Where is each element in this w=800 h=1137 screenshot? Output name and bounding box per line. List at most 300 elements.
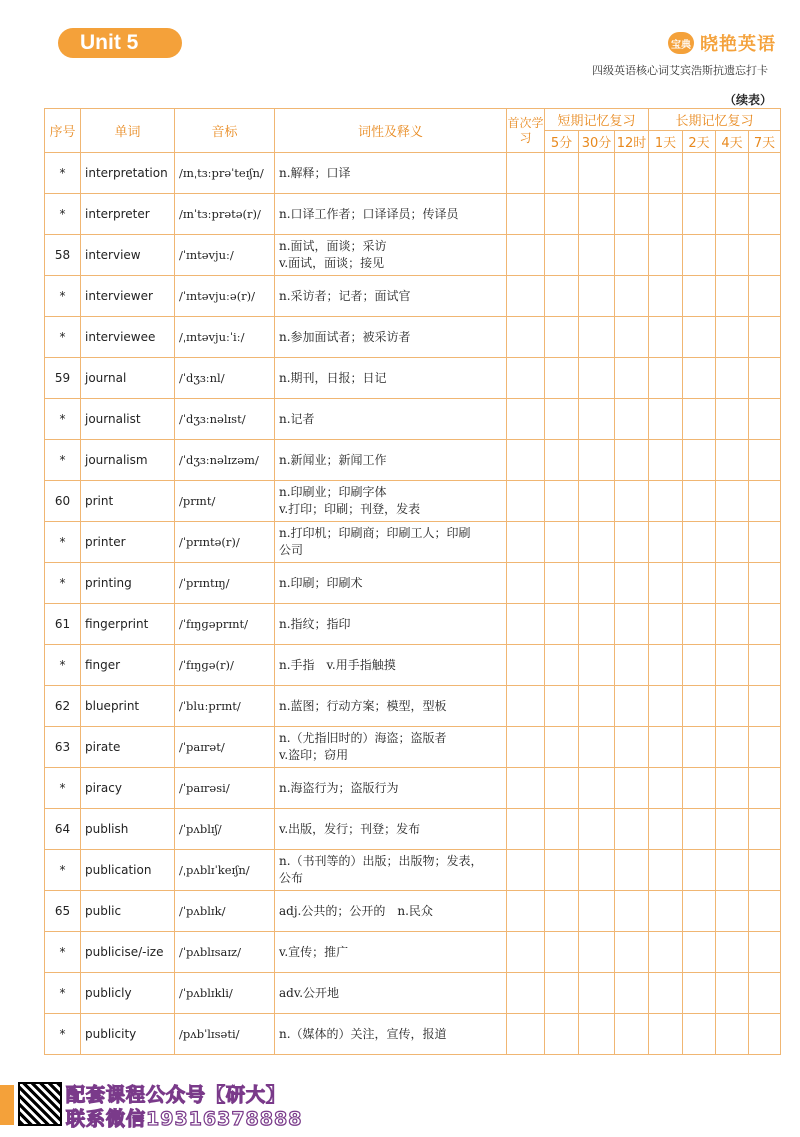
definition-line: n.期刊，日报；日记: [279, 370, 387, 385]
row-word: finger: [81, 645, 175, 686]
row-word: interpretation: [81, 153, 175, 194]
row-phonetic: /ˈfɪŋɡəprɪnt/: [175, 604, 275, 645]
review-checkbox: [683, 1014, 716, 1055]
definition-line: v.宣传；推广: [279, 944, 349, 959]
row-number: 58: [45, 235, 81, 276]
first-study-checkbox: [507, 440, 545, 481]
header-phonetic: 音标: [175, 109, 275, 153]
review-checkbox: [683, 645, 716, 686]
first-study-checkbox: [507, 399, 545, 440]
review-checkbox: [615, 317, 649, 358]
first-study-checkbox: [507, 276, 545, 317]
row-phonetic: /ˈdʒɜːnəlɪst/: [175, 399, 275, 440]
review-checkbox: [579, 645, 615, 686]
definition-line: n.参加面试者；被采访者: [279, 329, 411, 344]
row-definition: [275, 522, 507, 563]
row-number: *: [45, 153, 81, 194]
row-definition: [275, 727, 507, 768]
header-long-col: 2天: [683, 131, 716, 153]
review-checkbox: [683, 891, 716, 932]
table-row: [45, 153, 781, 194]
review-checkbox: [615, 891, 649, 932]
review-checkbox: [545, 727, 579, 768]
review-checkbox: [683, 440, 716, 481]
first-study-checkbox: [507, 850, 545, 891]
first-study-checkbox: [507, 727, 545, 768]
review-checkbox: [716, 1014, 749, 1055]
table-row: [45, 686, 781, 727]
row-definition: [275, 891, 507, 932]
review-checkbox: [749, 768, 781, 809]
review-checkbox: [749, 973, 781, 1014]
review-checkbox: [545, 891, 579, 932]
review-checkbox: [649, 440, 683, 481]
table-row: [45, 850, 781, 891]
header-short-col: 30分: [579, 131, 615, 153]
definition-line: v.盗印；窃用: [279, 748, 349, 762]
review-checkbox: [683, 604, 716, 645]
review-checkbox: [716, 563, 749, 604]
review-checkbox: [615, 604, 649, 645]
table-row: [45, 973, 781, 1014]
review-checkbox: [615, 686, 649, 727]
review-checkbox: [649, 891, 683, 932]
review-checkbox: [545, 686, 579, 727]
review-checkbox: [649, 276, 683, 317]
table-row: [45, 932, 781, 973]
review-checkbox: [649, 850, 683, 891]
review-checkbox: [716, 973, 749, 1014]
review-checkbox: [545, 973, 579, 1014]
row-phonetic: /ˈfɪŋɡə(r)/: [175, 645, 275, 686]
row-word: printing: [81, 563, 175, 604]
row-number: *: [45, 645, 81, 686]
row-phonetic: /ɪnˌtɜːprəˈteɪʃn/: [175, 153, 275, 194]
table-row: [45, 891, 781, 932]
row-definition: [275, 399, 507, 440]
review-checkbox: [749, 194, 781, 235]
definition-line: 公布: [279, 871, 304, 885]
header-definition: 词性及释义: [275, 109, 507, 153]
row-phonetic: /ˈprɪntɪŋ/: [175, 563, 275, 604]
first-study-checkbox: [507, 194, 545, 235]
row-phonetic: /ˈpʌblɪsaɪz/: [175, 932, 275, 973]
review-checkbox: [545, 317, 579, 358]
row-phonetic: /ˈprɪntə(r)/: [175, 522, 275, 563]
review-checkbox: [649, 645, 683, 686]
promo-line-1: 配套课程公众号【研大】: [66, 1084, 287, 1106]
row-number: 59: [45, 358, 81, 399]
review-checkbox: [545, 809, 579, 850]
row-phonetic: /ˈbluːprɪnt/: [175, 686, 275, 727]
review-checkbox: [615, 645, 649, 686]
definition-line: n.打印机；印刷商；印刷工人；印刷: [279, 526, 471, 540]
review-checkbox: [716, 768, 749, 809]
definition-line: v.面试，面谈；接见: [279, 256, 385, 270]
review-checkbox: [749, 317, 781, 358]
review-checkbox: [579, 194, 615, 235]
row-number: *: [45, 973, 81, 1014]
row-word: journal: [81, 358, 175, 399]
review-checkbox: [579, 686, 615, 727]
review-checkbox: [749, 604, 781, 645]
row-phonetic: /prɪnt/: [175, 481, 275, 522]
logo-text: 晓艳英语: [700, 34, 776, 55]
review-checkbox: [649, 153, 683, 194]
row-definition: [275, 440, 507, 481]
first-study-checkbox: [507, 809, 545, 850]
first-study-checkbox: [507, 768, 545, 809]
header-long-col: 1天: [649, 131, 683, 153]
review-checkbox: [716, 809, 749, 850]
definition-line: adv.公开地: [279, 985, 340, 1000]
row-number: 63: [45, 727, 81, 768]
row-definition: [275, 973, 507, 1014]
row-definition: [275, 481, 507, 522]
table-row: [45, 235, 781, 276]
review-checkbox: [683, 727, 716, 768]
review-checkbox: [749, 850, 781, 891]
review-checkbox: [545, 850, 579, 891]
review-checkbox: [579, 1014, 615, 1055]
review-checkbox: [649, 1014, 683, 1055]
review-checkbox: [579, 276, 615, 317]
row-definition: [275, 768, 507, 809]
definition-line: n.海盗行为；盗版行为: [279, 780, 399, 795]
row-definition: [275, 645, 507, 686]
header-first-study: 首次学习: [507, 109, 545, 153]
review-checkbox: [683, 481, 716, 522]
row-word: printer: [81, 522, 175, 563]
review-checkbox: [683, 399, 716, 440]
row-phonetic: /ˈpaɪrət/: [175, 727, 275, 768]
review-checkbox: [545, 276, 579, 317]
review-checkbox: [545, 522, 579, 563]
definition-line: n.蓝图；行动方案；模型，型板: [279, 698, 447, 713]
row-phonetic: /pʌbˈlɪsəti/: [175, 1014, 275, 1055]
logo-mark-icon: 宝典: [668, 32, 694, 54]
review-checkbox: [716, 235, 749, 276]
review-checkbox: [579, 973, 615, 1014]
row-definition: [275, 235, 507, 276]
header-short-col: 5分: [545, 131, 579, 153]
row-definition: [275, 850, 507, 891]
review-checkbox: [579, 153, 615, 194]
review-checkbox: [683, 973, 716, 1014]
row-definition: [275, 194, 507, 235]
review-checkbox: [749, 891, 781, 932]
definition-line: n.面试，面谈；采访: [279, 239, 387, 253]
table-row: [45, 358, 781, 399]
table-row: [45, 809, 781, 850]
header-long-col: 7天: [749, 131, 781, 153]
review-checkbox: [615, 973, 649, 1014]
review-checkbox: [716, 645, 749, 686]
row-definition: [275, 604, 507, 645]
review-checkbox: [545, 1014, 579, 1055]
definition-line: n.手指 v.用手指触摸: [279, 657, 396, 672]
first-study-checkbox: [507, 358, 545, 399]
header-long-col: 4天: [716, 131, 749, 153]
first-study-checkbox: [507, 932, 545, 973]
review-checkbox: [615, 440, 649, 481]
review-checkbox: [649, 399, 683, 440]
table-row: [45, 645, 781, 686]
table-row: [45, 399, 781, 440]
review-checkbox: [545, 932, 579, 973]
review-checkbox: [579, 850, 615, 891]
row-number: *: [45, 317, 81, 358]
row-word: pirate: [81, 727, 175, 768]
definition-line: n.指纹；指印: [279, 616, 351, 631]
first-study-checkbox: [507, 973, 545, 1014]
review-checkbox: [615, 481, 649, 522]
review-checkbox: [579, 399, 615, 440]
review-checkbox: [716, 317, 749, 358]
review-checkbox: [615, 153, 649, 194]
review-checkbox: [649, 563, 683, 604]
row-phonetic: /ˈpʌblɪʃ/: [175, 809, 275, 850]
definition-line: 公司: [279, 543, 304, 557]
review-checkbox: [749, 358, 781, 399]
row-word: public: [81, 891, 175, 932]
table-row: [45, 563, 781, 604]
review-checkbox: [649, 973, 683, 1014]
promo-line-2: 联系微信19316378888: [66, 1108, 303, 1130]
review-checkbox: [716, 481, 749, 522]
definition-line: n.新闻业；新闻工作: [279, 452, 387, 467]
row-number: 65: [45, 891, 81, 932]
footer-stripe: [0, 1085, 14, 1125]
review-checkbox: [579, 604, 615, 645]
review-checkbox: [579, 727, 615, 768]
definition-line: v.出版，发行；刊登；发布: [279, 821, 421, 836]
row-phonetic: /ˈdʒɜːnəlɪzəm/: [175, 440, 275, 481]
row-word: publish: [81, 809, 175, 850]
row-word: publicly: [81, 973, 175, 1014]
definition-line: n.（书刊等的）出版；出版物；发表，: [279, 854, 483, 868]
first-study-checkbox: [507, 317, 545, 358]
review-checkbox: [649, 809, 683, 850]
row-number: *: [45, 563, 81, 604]
row-number: *: [45, 440, 81, 481]
row-phonetic: /ˈɪntəvjuː/: [175, 235, 275, 276]
review-checkbox: [683, 850, 716, 891]
review-checkbox: [716, 932, 749, 973]
definition-line: v.打印；印刷；刊登，发表: [279, 502, 421, 516]
review-checkbox: [545, 358, 579, 399]
row-number: 64: [45, 809, 81, 850]
review-checkbox: [749, 440, 781, 481]
review-checkbox: [545, 440, 579, 481]
review-checkbox: [649, 768, 683, 809]
row-word: fingerprint: [81, 604, 175, 645]
review-checkbox: [545, 481, 579, 522]
review-checkbox: [716, 358, 749, 399]
review-checkbox: [749, 522, 781, 563]
review-checkbox: [749, 645, 781, 686]
review-checkbox: [615, 358, 649, 399]
definition-line: n.解释；口译: [279, 165, 351, 180]
header-short-col: 12时: [615, 131, 649, 153]
review-checkbox: [716, 194, 749, 235]
first-study-checkbox: [507, 645, 545, 686]
row-phonetic: /ˈpʌblɪkli/: [175, 973, 275, 1014]
review-checkbox: [579, 358, 615, 399]
row-word: publicise/-ize: [81, 932, 175, 973]
table-row: [45, 481, 781, 522]
row-word: journalist: [81, 399, 175, 440]
review-checkbox: [649, 522, 683, 563]
first-study-checkbox: [507, 522, 545, 563]
row-word: interviewer: [81, 276, 175, 317]
first-study-checkbox: [507, 891, 545, 932]
review-checkbox: [615, 1014, 649, 1055]
review-checkbox: [716, 153, 749, 194]
row-number: *: [45, 768, 81, 809]
header-short-review: 短期记忆复习: [545, 109, 649, 131]
review-checkbox: [716, 891, 749, 932]
first-study-checkbox: [507, 686, 545, 727]
review-checkbox: [615, 522, 649, 563]
first-study-checkbox: [507, 235, 545, 276]
table-row: [45, 768, 781, 809]
definition-line: n.口译工作者；口译译员；传译员: [279, 206, 459, 221]
review-checkbox: [545, 194, 579, 235]
row-number: *: [45, 399, 81, 440]
vocabulary-table: [44, 108, 781, 1055]
review-checkbox: [683, 768, 716, 809]
review-checkbox: [683, 809, 716, 850]
review-checkbox: [615, 850, 649, 891]
review-checkbox: [579, 317, 615, 358]
review-checkbox: [749, 1014, 781, 1055]
row-definition: [275, 358, 507, 399]
review-checkbox: [579, 235, 615, 276]
first-study-checkbox: [507, 1014, 545, 1055]
unit-badge: Unit 5: [58, 28, 182, 58]
review-checkbox: [615, 194, 649, 235]
table-row: [45, 317, 781, 358]
continued-note: （续表）: [723, 93, 772, 107]
review-checkbox: [749, 153, 781, 194]
review-checkbox: [749, 276, 781, 317]
review-checkbox: [579, 563, 615, 604]
review-checkbox: [649, 317, 683, 358]
row-word: publication: [81, 850, 175, 891]
row-phonetic: /ˌpʌblɪˈkeɪʃn/: [175, 850, 275, 891]
table-row: [45, 1014, 781, 1055]
review-checkbox: [579, 891, 615, 932]
row-definition: [275, 153, 507, 194]
review-checkbox: [579, 932, 615, 973]
row-word: piracy: [81, 768, 175, 809]
row-definition: [275, 563, 507, 604]
row-number: *: [45, 194, 81, 235]
review-checkbox: [649, 481, 683, 522]
row-number: 61: [45, 604, 81, 645]
review-checkbox: [683, 358, 716, 399]
review-checkbox: [683, 235, 716, 276]
row-phonetic: /ˈdʒɜːnl/: [175, 358, 275, 399]
first-study-checkbox: [507, 563, 545, 604]
row-word: publicity: [81, 1014, 175, 1055]
review-checkbox: [716, 440, 749, 481]
review-checkbox: [545, 645, 579, 686]
definition-line: adj.公共的；公开的 n.民众: [279, 903, 433, 918]
row-number: *: [45, 522, 81, 563]
review-checkbox: [615, 768, 649, 809]
review-checkbox: [649, 235, 683, 276]
row-phonetic: /ˌɪntəvjuːˈiː/: [175, 317, 275, 358]
header-num: 序号: [45, 109, 81, 153]
review-checkbox: [545, 235, 579, 276]
table-row: [45, 440, 781, 481]
review-checkbox: [749, 563, 781, 604]
row-word: print: [81, 481, 175, 522]
row-definition: [275, 317, 507, 358]
row-phonetic: /ˈpaɪrəsi/: [175, 768, 275, 809]
review-checkbox: [649, 358, 683, 399]
review-checkbox: [716, 399, 749, 440]
header-long-review: 长期记忆复习: [649, 109, 781, 131]
review-checkbox: [649, 194, 683, 235]
row-number: 60: [45, 481, 81, 522]
definition-line: n.记者: [279, 411, 315, 426]
review-checkbox: [716, 850, 749, 891]
row-number: *: [45, 850, 81, 891]
row-definition: [275, 276, 507, 317]
review-checkbox: [683, 194, 716, 235]
review-checkbox: [579, 522, 615, 563]
definition-line: n.（媒体的）关注，宣传，报道: [279, 1026, 447, 1041]
row-word: interview: [81, 235, 175, 276]
review-checkbox: [683, 932, 716, 973]
review-checkbox: [749, 727, 781, 768]
row-phonetic: /ˈɪntəvjuːə(r)/: [175, 276, 275, 317]
review-checkbox: [683, 317, 716, 358]
row-phonetic: /ˈpʌblɪk/: [175, 891, 275, 932]
review-checkbox: [749, 399, 781, 440]
review-checkbox: [615, 276, 649, 317]
row-number: 62: [45, 686, 81, 727]
row-definition: [275, 686, 507, 727]
review-checkbox: [716, 686, 749, 727]
publisher-logo: [668, 30, 776, 56]
table-row: [45, 727, 781, 768]
review-checkbox: [579, 809, 615, 850]
book-subtitle: 四级英语核心词艾宾浩斯抗遗忘打卡: [592, 64, 768, 77]
definition-line: n.印刷业；印刷字体: [279, 485, 387, 499]
review-checkbox: [545, 604, 579, 645]
review-checkbox: [749, 809, 781, 850]
review-checkbox: [615, 932, 649, 973]
review-checkbox: [615, 399, 649, 440]
row-number: *: [45, 932, 81, 973]
review-checkbox: [683, 276, 716, 317]
row-definition: [275, 932, 507, 973]
row-definition: [275, 809, 507, 850]
review-checkbox: [579, 768, 615, 809]
row-phonetic: /ɪnˈtɜːprətə(r)/: [175, 194, 275, 235]
definition-line: n.印刷；印刷术: [279, 575, 363, 590]
definition-line: n.采访者；记者；面试官: [279, 288, 411, 303]
review-checkbox: [683, 522, 716, 563]
review-checkbox: [716, 522, 749, 563]
review-checkbox: [683, 563, 716, 604]
row-word: journalism: [81, 440, 175, 481]
table-row: [45, 604, 781, 645]
